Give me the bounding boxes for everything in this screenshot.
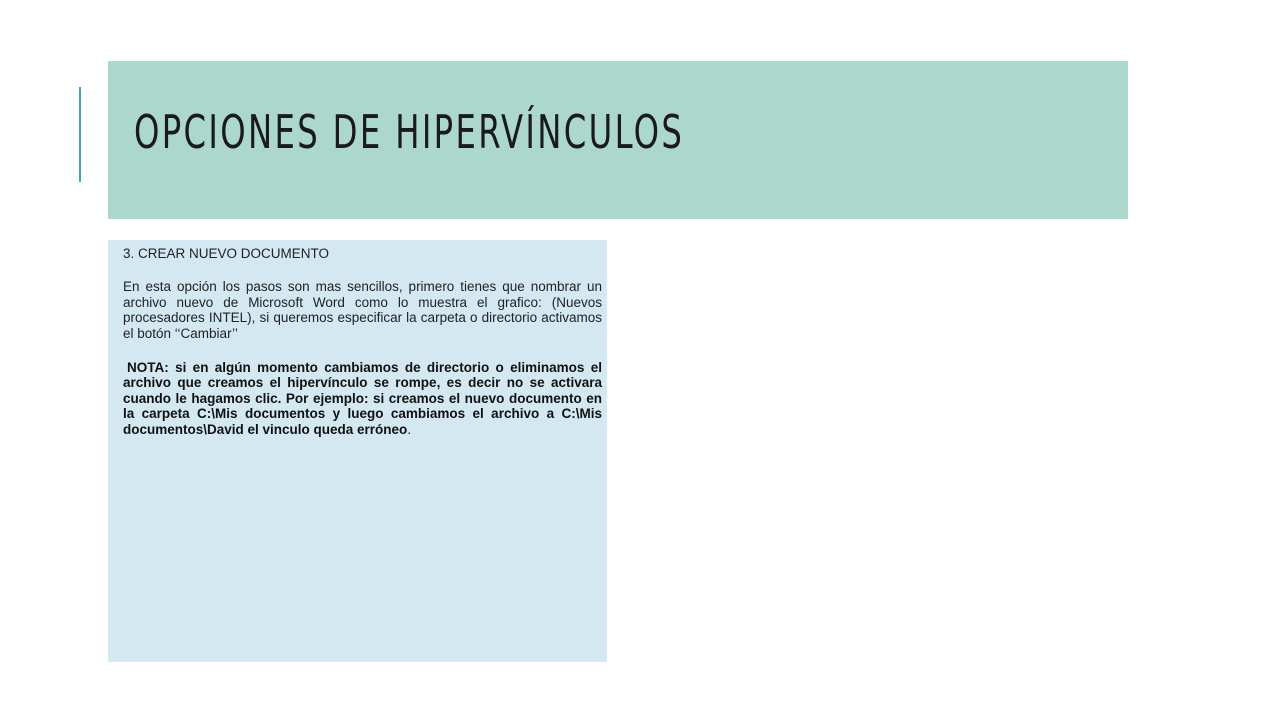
- section-heading: 3. CREAR NUEVO DOCUMENTO: [123, 246, 330, 261]
- note-paragraph: [123, 360, 602, 437]
- title-band: [108, 61, 1128, 219]
- content-box: [108, 240, 607, 662]
- note-text: NOTA: si en algún momento cambiamos de directorio o eliminamos el archivo que creamos el hipervínculo se rompe, es decir no se activara cuando le hagamos clic. Por ejemplo: si creamos el nuevo documento en la carpeta C:\Mis documentos y luego cambiamos el archivo a C:\Mis documentos\David el vinculo queda erróneo: [123, 360, 602, 437]
- body-paragraph: En esta opción los pasos son mas sencillos, primero tienes que nombrar un archivo nuevo de Microsoft Word como lo muestra el grafico: (Nuevos procesadores INTEL), si queremos especificar la carpeta o directorio activamos el botón ‘‘Cambiar’’: [123, 279, 602, 341]
- note-period: .: [407, 421, 412, 437]
- slide-title: OPCIONES DE HIPERVÍNCULOS: [134, 105, 685, 159]
- content-text: [123, 246, 602, 437]
- title-accent-line: [79, 87, 81, 182]
